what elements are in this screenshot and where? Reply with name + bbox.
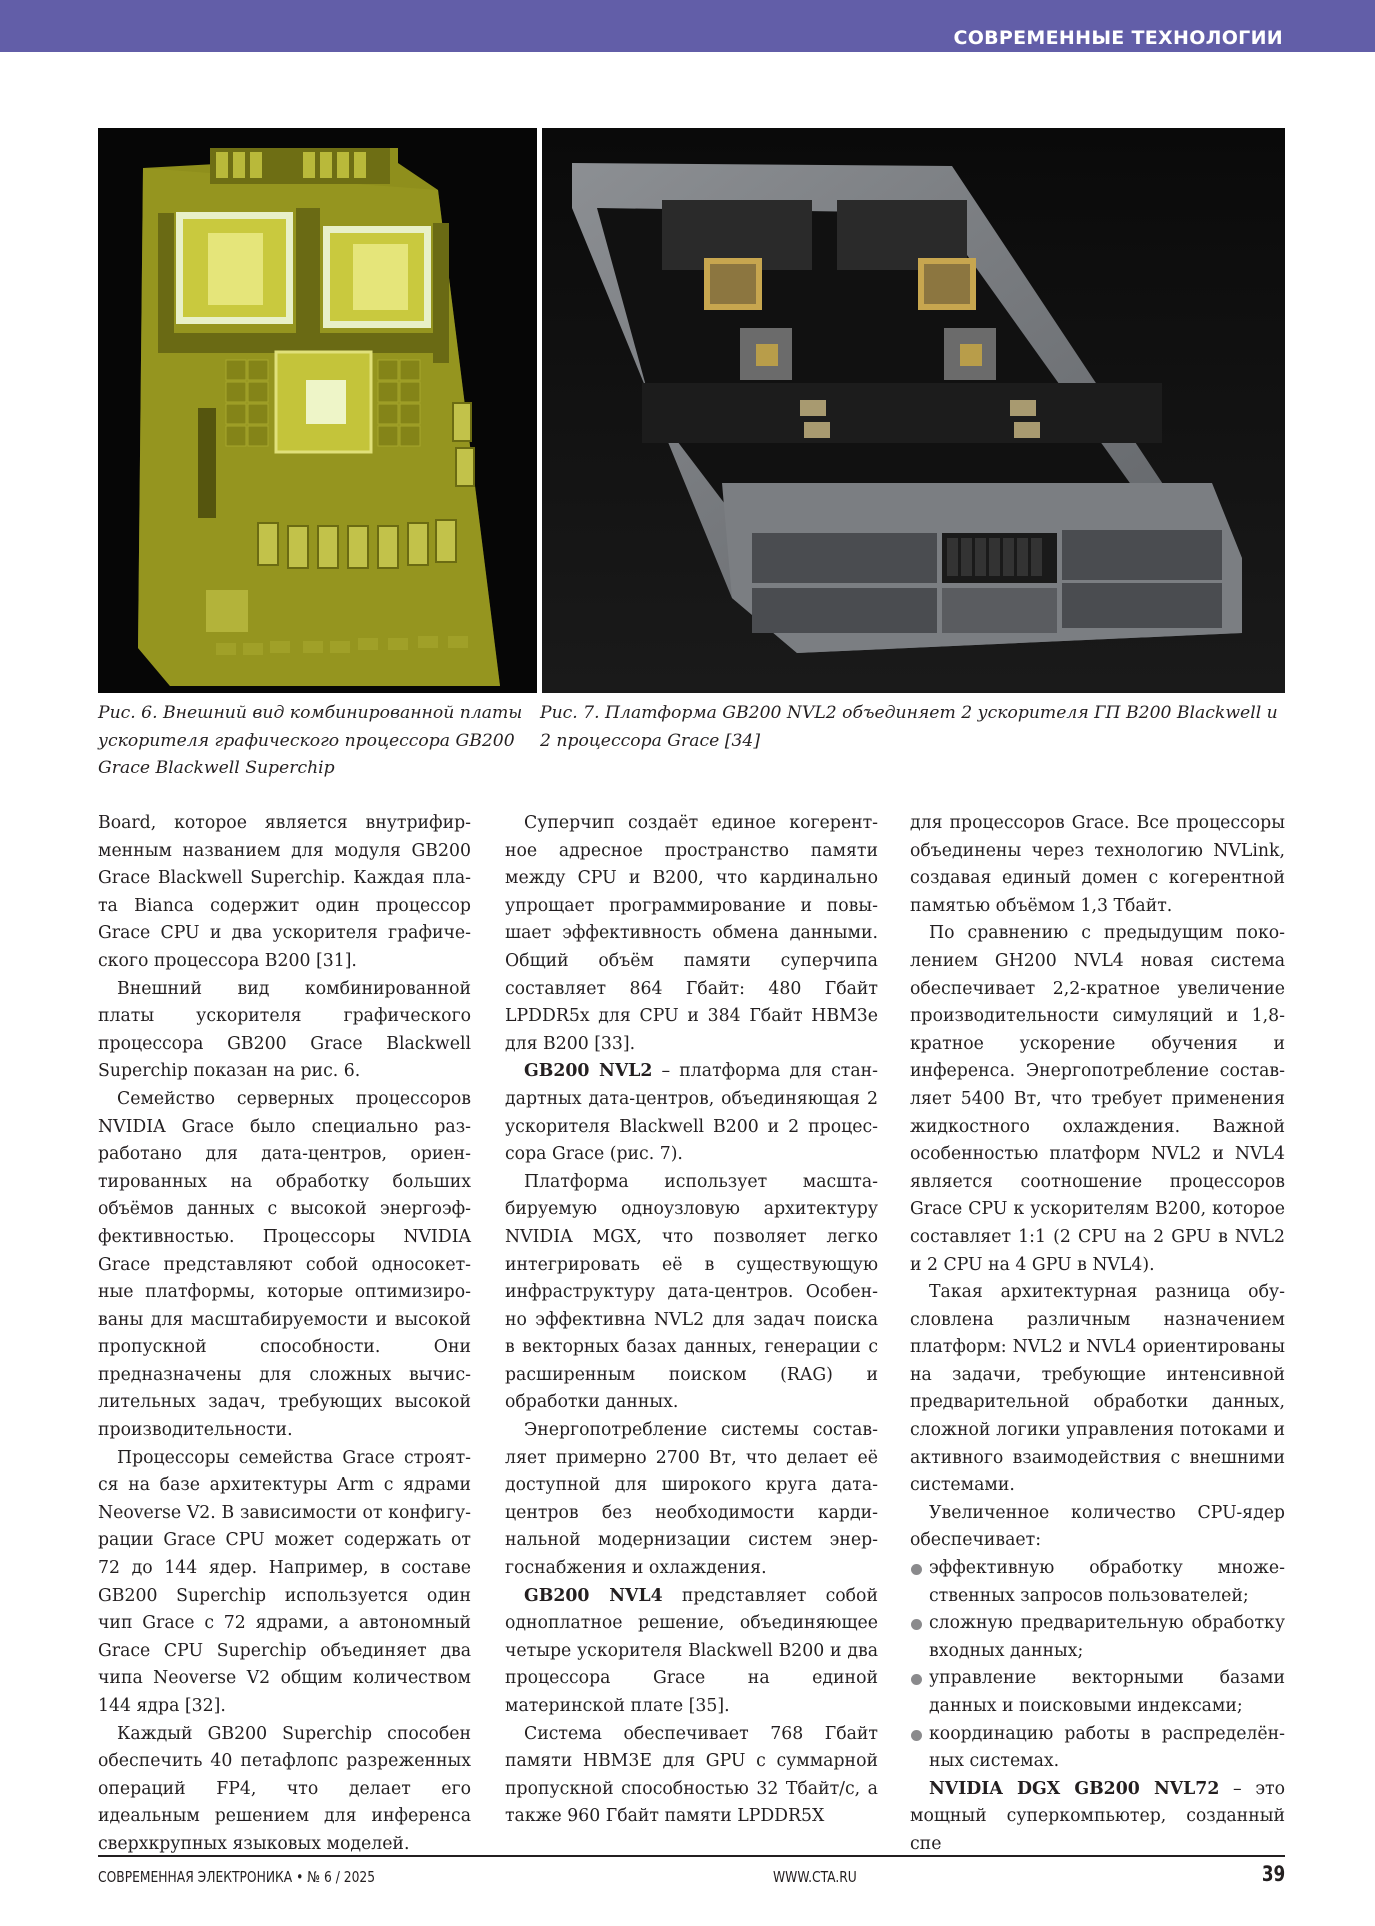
bullet-icon: [911, 1730, 922, 1741]
footer-journal: СОВРЕМЕННАЯ ЭЛЕКТРОНИКА • № 6 / 2025: [98, 1868, 376, 1886]
paragraph: Board, которое является внутрифирменным названием для модуля GB200 Grace Blackwell Superchip. Каждая плата Bianca содержит один процессор Grace CPU и два ускорителя графического процессора B200 [31].: [98, 813, 471, 971]
list-item: [910, 1721, 1285, 1776]
list-item-text: сложную предварительную обработку входных данных;: [929, 1613, 1285, 1661]
paragraph: Процессоры семейства Grace строятся на базе архитектуры Arm с ядрами Neoverse V2. В зависимости от конфигурации Grace CPU может содержать от 72 до 144 ядер. Например, в составе GB200 Superchip используется один чип Grace с 72 ядрами, а автономный Grace CPU Superchip объединяет два чипа Neoverse V2 общим количеством 144 ядра [32].: [98, 1447, 471, 1716]
bullet-icon: [911, 1674, 922, 1685]
paragraph-text: – это мощный суперкомпьютер, созданный спе: [910, 1778, 1285, 1854]
paragraph: Внешний вид комбинированной платы ускорителя графического процессора GB200 Grace Blackwell Superchip показан на рис. 6.: [98, 978, 471, 1082]
paragraph: Платформа использует масштабируемую одноузловую архитектуру NVIDIA MGX, что позволяет легко интегрировать её в существующую инфраструктуру дата-центров. Особенно эффективна NVL2 для задач поиска в векторных базах данных, генерации с расширенным поиском (RAG) и обработки данных.: [505, 1171, 878, 1413]
list-item-text: управление векторными базами данных и поисковыми индексами;: [929, 1668, 1285, 1716]
footer-divider: [98, 1855, 1285, 1857]
list-item: [910, 1665, 1285, 1720]
paragraph: Суперчип создаёт единое когерентное адресное пространство памяти между CPU и B200, что кардинально упрощает программирование и повышает эффективность обмена данными. Общий объём памяти суперчипа составляет 864 Гбайт: 480 Гбайт LPDDR5x для CPU и 384 Гбайт HBM3e для B200 [33].: [505, 813, 878, 1054]
paragraph: Энергопотребление системы составляет примерно 2700 Вт, что делает её доступной для широкого круга дата-центров без необходимости кардинальной модернизации систем энергоснабжения и охлаждения.: [505, 1420, 878, 1579]
paragraph-nvl2: [505, 1058, 878, 1168]
superchip-board-illustration: [98, 128, 537, 693]
term-gb200-nvl2: GB200 NVL2: [524, 1061, 653, 1082]
term-dgx-gb200-nvl72: NVIDIA DGX GB200 NVL72: [929, 1778, 1220, 1799]
bullet-icon: [911, 1619, 922, 1630]
figure-6-image: [98, 128, 537, 693]
figure-7-caption: Рис. 7. Платформа GB200 NVL2 объединяет 2 ускорителя ГП B200 Blackwell и 2 процессора Grace [34]: [540, 703, 1278, 751]
term-gb200-nvl4: GB200 NVL4: [524, 1585, 663, 1606]
paragraph: Увеличенное количество CPU-ядер обеспечивает:: [910, 1502, 1285, 1551]
list-item: [910, 1610, 1285, 1665]
bullet-icon: [911, 1564, 922, 1575]
list-item-text: координацию работы в распределённых системах.: [929, 1723, 1285, 1772]
paragraph: По сравнению с предыдущим поколением GH200 NVL4 новая система обеспечивает 2,2-кратное увеличение производительности симуляций и 1,8-кратное ускорение обучения и инференса. Энергопотребление составляет 5400 Вт, что требует применения жидкостного охлаждения. Важной особенностью платформ NVL2 и NVL4 является соотношение процессоров Grace CPU к ускорителям B200, которое составляет 1:1 (2 CPU на 2 GPU в NVL2 и 2 CPU на 4 GPU в NVL4).: [910, 923, 1285, 1275]
text-column-1: [98, 810, 471, 1859]
list-item-text: эффективную обработку множественных запросов пользователей;: [929, 1558, 1285, 1606]
list-item: [910, 1555, 1285, 1610]
page-number: 39: [1261, 1862, 1285, 1886]
text-column-2: [505, 810, 878, 1831]
paragraph-nvl72: [910, 1776, 1285, 1859]
paragraph-text: представляет собой одноплатное решение, объединяющее четыре ускорителя Blackwell B200 и два процессора Grace на единой материнской плате [35].: [505, 1585, 878, 1716]
paragraph: Система обеспечивает 768 Гбайт памяти HBM3E для GPU с суммарной пропускной способностью 32 Тбайт/с, а также 960 Гбайт памяти LPDDR5X: [505, 1723, 878, 1827]
paragraph: для процессоров Grace. Все процессоры объединены через технологию NVLink, создавая единый домен с когерентной памятью объёмом 1,3 Тбайт.: [910, 813, 1285, 916]
figure-6-caption: Рис. 6. Внешний вид комбинированной платы ускорителя графического процессора GB200 Grace Blackwell Superchip: [98, 703, 523, 778]
paragraph: Семейство серверных процессоров NVIDIA Grace было специально разработано для дата-центров, ориентированных на обработку больших объёмов данных с высокой энергоэффективностью. Процессоры NVIDIA Grace представляют собой односокетные платформы, которые оптимизированы для масштабируемости и высокой пропускной способности. Они предназначены для сложных вычислительных задач, требующих высокой производительности.: [98, 1088, 471, 1441]
text-column-3: [910, 810, 1285, 1859]
nvl2-server-illustration: [542, 128, 1285, 693]
paragraph: Каждый GB200 Superchip способен обеспечить 40 петафлопс разреженных операций FP4, что делает его идеальным решением для инференса сверхкрупных языковых моделей.: [98, 1723, 471, 1854]
section-header-band: [0, 0, 1375, 52]
figure-7-image: [542, 128, 1285, 693]
paragraph: Такая архитектурная разница обусловлена различным назначением платформ: NVL2 и NVL4 ориентированы на задачи, требующие интенсивной предварительной обработки данных, сложной логики управления потоками и активного взаимодействия с внешними системами.: [910, 1282, 1285, 1496]
paragraph-text: – платформа для стандартных дата-центров, объединяющая 2 ускорителя Blackwell B200 и 2 процессора Grace (рис. 7).: [505, 1061, 878, 1165]
footer-website-link[interactable]: WWW.CTA.RU: [773, 1868, 857, 1886]
section-title: СОВРЕМЕННЫЕ ТЕХНОЛОГИИ: [953, 27, 1283, 49]
bullet-list: [910, 1555, 1285, 1776]
paragraph-nvl4: [505, 1583, 878, 1721]
